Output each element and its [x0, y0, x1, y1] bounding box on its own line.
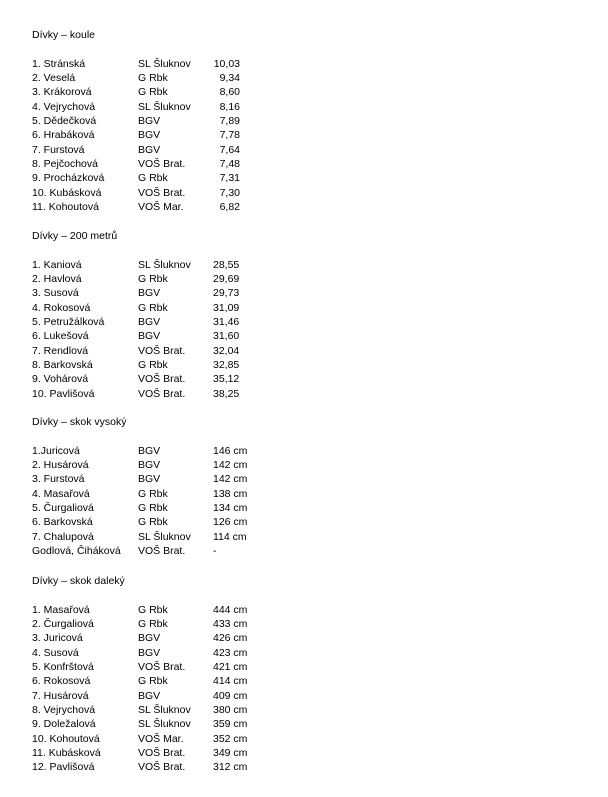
result-value: 126 cm [213, 516, 248, 529]
athlete-name: 3. Furstová [32, 473, 85, 486]
result-row [32, 329, 292, 343]
club-name: SL Šluknov [138, 703, 191, 716]
athlete-name: 7. Furstová [32, 143, 85, 156]
athlete-name: 3. Juricová [32, 632, 83, 645]
result-row [32, 272, 292, 286]
result-row [32, 760, 292, 774]
club-name: BGV [138, 330, 161, 343]
athlete-name: 9. Procházková [32, 172, 105, 185]
athlete-name: 10. Kubásková [32, 186, 102, 199]
result-value: 359 cm [213, 718, 248, 731]
result-row [32, 301, 292, 315]
result-value: 426 cm [213, 632, 248, 645]
club-name: G Rbk [138, 516, 168, 529]
club-name: BGV [138, 473, 161, 486]
result-value: 38,25 [213, 387, 240, 400]
athlete-name: 6. Hrabáková [32, 129, 95, 142]
athlete-name: 3. Krákorová [32, 86, 92, 99]
result-value: 7,31 [219, 172, 240, 185]
result-value: 146 cm [213, 444, 248, 457]
result-value: 7,64 [219, 143, 240, 156]
club-name: VOŠ Brat. [138, 186, 186, 199]
results-list [32, 444, 292, 558]
club-name: VOŠ Brat. [138, 387, 186, 400]
section-title: Dívky – skok vysoký [32, 416, 127, 428]
result-value: 142 cm [213, 473, 248, 486]
result-value: 444 cm [213, 603, 248, 616]
athlete-name: 9. Vohárová [32, 373, 89, 386]
athlete-name: 1. Masařová [32, 603, 90, 616]
result-value: 10,03 [213, 57, 240, 70]
result-row [32, 746, 292, 760]
result-value: 352 cm [213, 732, 248, 745]
club-name: G Rbk [138, 72, 168, 85]
results-list [32, 57, 292, 214]
result-row [32, 171, 292, 185]
club-name: BGV [138, 287, 161, 300]
result-row [32, 530, 292, 544]
result-row [32, 732, 292, 746]
result-row [32, 717, 292, 731]
results-list [32, 603, 292, 775]
result-value: 114 cm [213, 530, 247, 543]
club-name: VOŠ Brat. [138, 661, 186, 674]
result-row [32, 689, 292, 703]
result-row [32, 631, 292, 645]
club-name: VOŠ Brat. [138, 344, 186, 357]
athlete-name: 2. Havlová [32, 273, 82, 286]
result-row [32, 703, 292, 717]
result-value: 28,55 [213, 258, 240, 271]
result-value: 8,60 [219, 86, 240, 99]
club-name: VOŠ Brat. [138, 761, 186, 774]
athlete-name: 1.Juricová [32, 444, 80, 457]
club-name: VOŠ Brat. [138, 746, 186, 759]
club-name: G Rbk [138, 618, 168, 631]
club-name: G Rbk [138, 675, 168, 688]
athlete-name: 6. Rokosová [32, 675, 91, 688]
club-name: BGV [138, 143, 161, 156]
section-title: Dívky – skok daleký [32, 575, 125, 587]
results-section-200m [32, 229, 292, 401]
section-title: Dívky – koule [32, 29, 96, 41]
result-row [32, 186, 292, 200]
result-value: 7,48 [219, 157, 240, 170]
result-value: 31,09 [213, 301, 240, 314]
result-row [32, 143, 292, 157]
results-section-shot-put [32, 28, 292, 214]
result-row [32, 57, 292, 71]
club-name: VOŠ Mar. [138, 200, 184, 213]
athlete-name: 8. Barkovská [32, 358, 93, 371]
result-row [32, 71, 292, 85]
club-name: G Rbk [138, 502, 168, 515]
club-name: SL Šluknov [138, 100, 191, 113]
athlete-name: Godlová, Čiháková [32, 544, 121, 557]
section-title: Dívky – 200 metrů [32, 230, 118, 242]
result-value: 7,78 [219, 129, 240, 142]
result-row [32, 617, 292, 631]
athlete-name: 5. Petružálková [32, 316, 105, 329]
club-name: BGV [138, 444, 161, 457]
result-row [32, 501, 292, 515]
club-name: G Rbk [138, 301, 168, 314]
athlete-name: 1. Kaniová [32, 258, 82, 271]
results-section-high-jump [32, 415, 292, 558]
athlete-name: 10. Pavlišová [32, 387, 95, 400]
club-name: VOŠ Brat. [138, 157, 186, 170]
athlete-name: 8. Pejčochová [32, 157, 98, 170]
club-name: G Rbk [138, 86, 168, 99]
athlete-name: 6. Lukešová [32, 330, 89, 343]
athlete-name: 11. Kohoutová [32, 200, 99, 213]
club-name: BGV [138, 632, 161, 645]
result-value: 29,73 [213, 287, 240, 300]
result-row [32, 286, 292, 300]
athlete-name: 5. Čurgaliová [32, 502, 94, 515]
club-name: BGV [138, 115, 161, 128]
club-name: SL Šluknov [138, 57, 191, 70]
result-row [32, 515, 292, 529]
result-value: 421 cm [213, 661, 248, 674]
result-value: 6,82 [219, 200, 240, 213]
results-list [32, 258, 292, 401]
club-name: BGV [138, 646, 161, 659]
club-name: SL Šluknov [138, 718, 191, 731]
result-value: 433 cm [213, 618, 248, 631]
result-value: 32,04 [213, 344, 240, 357]
result-row [32, 157, 292, 171]
result-row [32, 487, 292, 501]
result-row [32, 444, 292, 458]
result-value: 9,34 [219, 72, 240, 85]
athlete-name: 11. Kubásková [32, 746, 101, 759]
club-name: G Rbk [138, 487, 168, 500]
athlete-name: 7. Chalupová [32, 530, 94, 543]
athlete-name: 2. Veselá [32, 72, 76, 85]
result-value: 138 cm [213, 487, 248, 500]
athlete-name: 4. Rokosová [32, 301, 91, 314]
athlete-name: 4. Susová [32, 646, 79, 659]
athlete-name: 7. Rendlová [32, 344, 89, 357]
club-name: VOŠ Mar. [138, 732, 184, 745]
result-row [32, 128, 292, 142]
result-row [32, 660, 292, 674]
result-row [32, 472, 292, 486]
result-row [32, 674, 292, 688]
result-row [32, 387, 292, 401]
result-value: - [213, 544, 217, 557]
athlete-name: 3. Susová [32, 287, 79, 300]
result-row [32, 258, 292, 272]
result-row [32, 315, 292, 329]
result-row [32, 603, 292, 617]
result-row [32, 372, 292, 386]
athlete-name: 1. Stránská [32, 57, 86, 70]
athlete-name: 9. Doležalová [32, 718, 96, 731]
result-value: 7,30 [219, 186, 240, 199]
athlete-name: 2. Husárová [32, 459, 89, 472]
result-row [32, 358, 292, 372]
result-row [32, 200, 292, 214]
result-row [32, 344, 292, 358]
athlete-name: 10. Kohoutová [32, 732, 100, 745]
result-row [32, 646, 292, 660]
club-name: BGV [138, 316, 161, 329]
result-value: 31,60 [213, 330, 240, 343]
result-value: 31,46 [213, 316, 240, 329]
athlete-name: 5. Konfrštová [32, 661, 94, 674]
result-value: 409 cm [213, 689, 248, 702]
result-value: 29,69 [213, 273, 240, 286]
result-value: 7,89 [219, 115, 240, 128]
result-value: 32,85 [213, 358, 240, 371]
athlete-name: 7. Husárová [32, 689, 89, 702]
result-value: 134 cm [213, 502, 248, 515]
club-name: BGV [138, 689, 161, 702]
result-value: 8,16 [219, 100, 240, 113]
club-name: G Rbk [138, 273, 168, 286]
result-value: 423 cm [213, 646, 248, 659]
result-row [32, 458, 292, 472]
result-value: 35,12 [213, 373, 240, 386]
result-value: 414 cm [213, 675, 248, 688]
club-name: SL Šluknov [138, 258, 191, 271]
result-row [32, 100, 292, 114]
club-name: BGV [138, 459, 161, 472]
result-row [32, 85, 292, 99]
result-value: 312 cm [213, 761, 248, 774]
club-name: G Rbk [138, 603, 168, 616]
athlete-name: 8. Vejrychová [32, 703, 96, 716]
result-row [32, 114, 292, 128]
athlete-name: 6. Barkovská [32, 516, 93, 529]
result-value: 142 cm [213, 459, 248, 472]
club-name: BGV [138, 129, 161, 142]
athlete-name: 4. Masařová [32, 487, 90, 500]
athlete-name: 12. Pavlišová [32, 761, 95, 774]
results-section-long-jump [32, 574, 292, 774]
result-value: 349 cm [213, 746, 248, 759]
club-name: G Rbk [138, 358, 168, 371]
club-name: VOŠ Brat. [138, 544, 186, 557]
result-row [32, 544, 292, 558]
club-name: VOŠ Brat. [138, 373, 186, 386]
athlete-name: 4. Vejrychová [32, 100, 96, 113]
athlete-name: 5. Dědečková [32, 115, 97, 128]
result-value: 380 cm [213, 703, 248, 716]
club-name: G Rbk [138, 172, 168, 185]
club-name: SL Šluknov [138, 530, 191, 543]
athlete-name: 2. Čurgaliová [32, 618, 94, 631]
